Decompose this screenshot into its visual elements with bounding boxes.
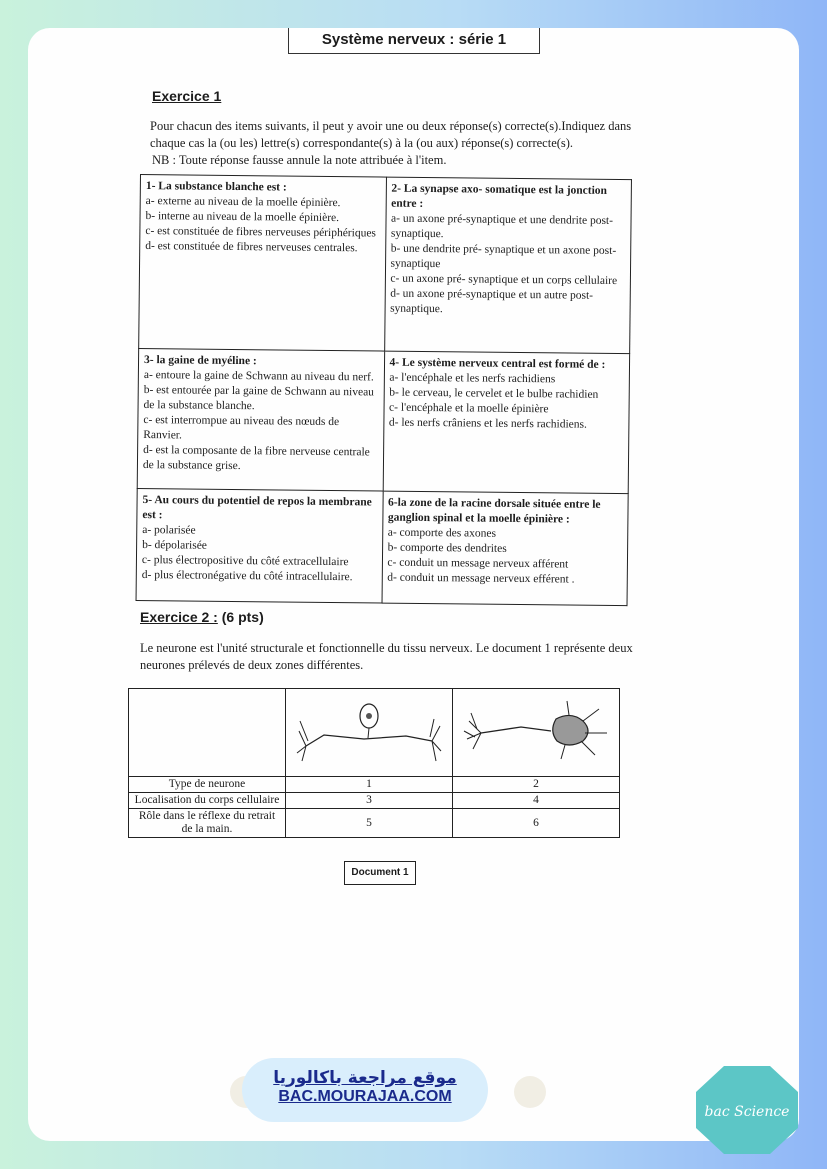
question-6: 6-la zone de la racine dorsale située entre le ganglion spinal et la moelle épinière : a- comporte des axones b- comporte des dendrites c- conduit un message nerveux afférent d- conduit un message nerveux efférent . xyxy=(382,491,629,606)
site-logo-right-icon xyxy=(514,1076,546,1108)
exercise2-text-2: neurones prélevés de deux zones différentes. xyxy=(140,658,364,672)
neuron-2-image xyxy=(461,691,611,771)
document-page xyxy=(28,28,799,1141)
empty-corner-cell xyxy=(129,689,286,777)
question-2: 2- La synapse axo- somatique est la jonction entre : a- un axone pré-synaptique et une dendrite post-synaptique. b- une dendrite pré- synaptique et un axone post-synaptique c- un axone pré- synaptique et un corps cellulaire d- un axone pré-synaptique et un autre post-synaptique. xyxy=(384,177,631,354)
bac-science-badge-icon xyxy=(694,1064,800,1156)
row-label-role: Rôle dans le réflexe du retrait de la main. xyxy=(129,809,286,838)
cell-1: 1 xyxy=(286,777,453,793)
question-1: 1- La substance blanche est : a- externe au niveau de la moelle épinière. b- interne au niveau de la moelle épinière. c- est constituée de fibres nerveuses périphériques d- est constituée de fibres nerveuses centrales. xyxy=(139,175,386,352)
question-4: 4- Le système nerveux central est formé de : a- l'encéphale et les nerfs rachidiens b- le cerveau, le cervelet et le bulbe rachidien c- l'encéphale et la moelle épinière d- les nerfs crâniens et les nerfs rachidiens. xyxy=(383,351,630,494)
badge-text: bac Science xyxy=(704,1104,790,1120)
question-3: 3- la gaine de myéline : a- entoure la gaine de Schwann au niveau du nerf. b- est entourée par la gaine de Schwann au niveau de la substance blanche. c- est interrompue au niveau des nœuds de Ranvier. d- est la composante de la fibre nerveuse centrale de la substance grise. xyxy=(137,348,384,491)
cell-4: 4 xyxy=(453,793,620,809)
exercise1-instructions-2: chaque cas la (ou les) lettre(s) correspondante(s) à la (ou aux) réponse(s) correcte(s). xyxy=(150,136,574,150)
exercise2-title: Exercice 2 : (6 pts) xyxy=(140,609,264,625)
question-5: 5- Au cours du potentiel de repos la membrane est : a- polarisée b- dépolarisée c- plus électropositive du côté extracellulaire d- plus électronégative du côté intracellulaire. xyxy=(136,488,383,603)
exercise1-instructions-1: Pour chacun des items suivants, il peut y avoir une ou deux réponse(s) correcte(s).Indiquez dans xyxy=(150,119,632,133)
cell-6: 6 xyxy=(453,809,620,838)
neuron-1-drawing xyxy=(286,689,453,777)
neuron-2-drawing xyxy=(453,689,620,777)
row-label-localisation: Localisation du corps cellulaire xyxy=(129,793,286,809)
cell-5: 5 xyxy=(286,809,453,838)
site-name-arabic: موقع مراجعة باكالوريا xyxy=(273,1068,457,1088)
exercise1-title: Exercice 1 xyxy=(152,88,222,104)
document1-table xyxy=(128,688,620,838)
site-banner-link[interactable] xyxy=(242,1058,488,1122)
neuron-1-image xyxy=(294,691,444,771)
exercise1-note: NB : Toute réponse fausse annule la note attribuée à l'item. xyxy=(152,153,447,167)
cell-2: 2 xyxy=(453,777,620,793)
page-title: Système nerveux : série 1 xyxy=(288,28,540,54)
qcm-table xyxy=(136,174,632,606)
exercise2-text-1: Le neurone est l'unité structurale et fonctionnelle du tissu nerveux. Le document 1 représente deux xyxy=(140,641,633,655)
cell-3: 3 xyxy=(286,793,453,809)
site-url: BAC.MOURAJAA.COM xyxy=(278,1088,452,1105)
document1-label: Document 1 xyxy=(344,861,416,885)
row-label-type: Type de neurone xyxy=(129,777,286,793)
exercise2-points: (6 pts) xyxy=(221,609,264,625)
